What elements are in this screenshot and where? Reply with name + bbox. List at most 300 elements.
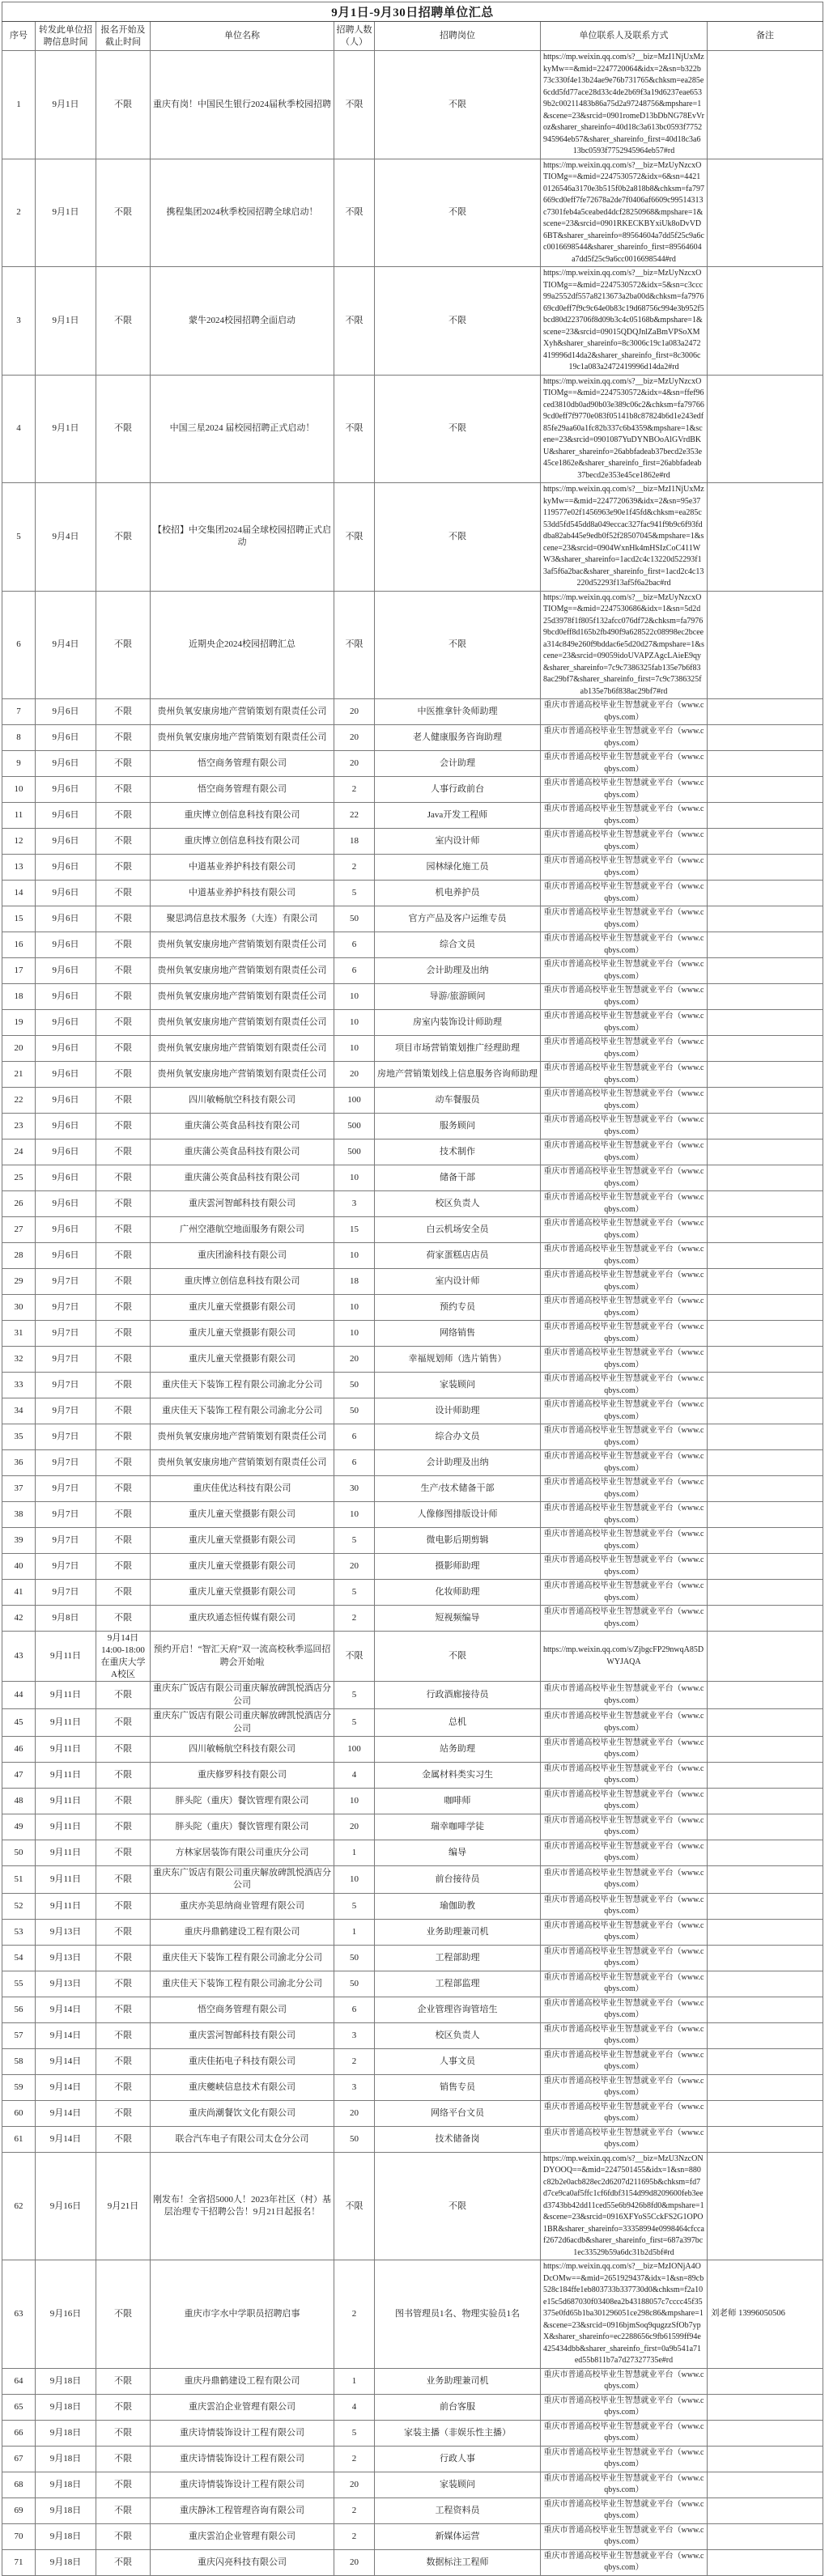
- cell-position: 新媒体运营: [375, 2523, 541, 2549]
- cell-contact: 重庆市普通高校毕业生智慧就业平台（www.cqbys.com）: [541, 1424, 708, 1450]
- column-header-company: 单位名称: [151, 22, 334, 51]
- cell-position: 瑞幸咖啡学徒: [375, 1814, 541, 1840]
- cell-remark: [708, 2152, 823, 2260]
- cell-forward-time: 9月11日: [36, 1788, 96, 1814]
- table-row: [2, 1347, 823, 1373]
- cell-no: 10: [2, 777, 36, 803]
- table-row: [2, 1580, 823, 1606]
- cell-contact: 重庆市普通高校毕业生智慧就业平台（www.cqbys.com）: [541, 1814, 708, 1840]
- cell-position: 园林绿化施工员: [375, 855, 541, 881]
- cell-headcount: 不限: [334, 2152, 375, 2260]
- cell-company: 中道基业养护科技有限公司: [151, 855, 334, 881]
- table-row: [2, 725, 823, 751]
- cell-contact: 重庆市普通高校毕业生智慧就业平台（www.cqbys.com）: [541, 1114, 708, 1139]
- cell-contact: 重庆市普通高校毕业生智慧就业平台（www.cqbys.com）: [541, 1606, 708, 1632]
- cell-forward-time: 9月4日: [36, 591, 96, 699]
- cell-remark: [708, 906, 823, 932]
- cell-reg-time: 9月21日: [96, 2152, 151, 2260]
- cell-headcount: 1: [334, 1840, 375, 1865]
- cell-remark: [708, 1269, 823, 1295]
- cell-reg-time: 不限: [96, 159, 151, 267]
- cell-headcount: 10: [334, 1165, 375, 1191]
- cell-remark: [708, 159, 823, 267]
- cell-remark: [708, 1450, 823, 1476]
- table-row: [2, 1814, 823, 1840]
- cell-reg-time: 不限: [96, 803, 151, 829]
- cell-remark: [708, 1165, 823, 1191]
- cell-headcount: 不限: [334, 267, 375, 376]
- cell-position: 机电养护员: [375, 881, 541, 906]
- cell-company: 重庆佳拓电子科技有限公司: [151, 2048, 334, 2074]
- cell-company: 刚发布！全省招5000人！2023年社区（村）基层治理专干招聘公告！9月21日起报名！: [151, 2152, 334, 2260]
- cell-company: 贵州负氧安康房地产营销策划有限责任公司: [151, 725, 334, 751]
- cell-reg-time: 不限: [96, 2549, 151, 2575]
- cell-contact: 重庆市普通高校毕业生智慧就业平台（www.cqbys.com）: [541, 1139, 708, 1165]
- cell-forward-time: 9月14日: [36, 2126, 96, 2152]
- cell-headcount: 500: [334, 1114, 375, 1139]
- table-row: [2, 777, 823, 803]
- cell-forward-time: 9月6日: [36, 1036, 96, 1062]
- cell-company: 重庆儿童天堂摄影有限公司: [151, 1528, 334, 1554]
- cell-company: 贵州负氧安康房地产营销策划有限责任公司: [151, 1424, 334, 1450]
- table-row: [2, 2074, 823, 2100]
- cell-forward-time: 9月14日: [36, 2100, 96, 2126]
- table-row: [2, 932, 823, 958]
- cell-company: 预约开启！“智汇天府”双一流高校秋季巡回招聘会开始啦: [151, 1632, 334, 1682]
- cell-forward-time: 9月11日: [36, 1709, 96, 1737]
- table-row: [2, 984, 823, 1010]
- cell-contact: 重庆市普通高校毕业生智慧就业平台（www.cqbys.com）: [541, 1295, 708, 1321]
- cell-position: 服务顾问: [375, 1114, 541, 1139]
- cell-contact: 重庆市普通高校毕业生智慧就业平台（www.cqbys.com）: [541, 725, 708, 751]
- cell-no: 50: [2, 1840, 36, 1865]
- cell-forward-time: 9月18日: [36, 2472, 96, 2497]
- cell-company: 【校招】中交集团2024届全球校园招聘正式启动: [151, 483, 334, 592]
- cell-remark: [708, 2472, 823, 2497]
- cell-contact: 重庆市普通高校毕业生智慧就业平台（www.cqbys.com）: [541, 2022, 708, 2048]
- table-row: [2, 2126, 823, 2152]
- cell-forward-time: 9月6日: [36, 932, 96, 958]
- cell-no: 6: [2, 591, 36, 699]
- cell-contact: https://mp.weixin.qq.com/s?__biz=MzU3NzcONDYOOQ==&mid=2247501455&idx=1&sn=880c82b2e0acb828ec2d6207d211695b&chksm=fd7d7ce9ca0af5ffc1cf6fdbf3154d99d8209600feb3eed3743bb42dd11ced55e6b9426b8fd0&mpshare=1&scene=23&srcid=0916XFYoS5CckFS2G1OPO1BR&sharer_shareinfo=33358994e0998464cfccaf2672d6acdb&sharer_shareinfo_first=687a397bc1ec33529b59a6dc31b2d5bf#rd: [541, 2152, 708, 2260]
- table-row: [2, 829, 823, 855]
- cell-remark: [708, 1373, 823, 1398]
- cell-no: 16: [2, 932, 36, 958]
- cell-remark: [708, 1580, 823, 1606]
- cell-headcount: 10: [334, 984, 375, 1010]
- cell-company: 重庆尚潮餐饮文化有限公司: [151, 2100, 334, 2126]
- cell-reg-time: 不限: [96, 2523, 151, 2549]
- cell-company: 聚思鸿信息技术服务（大连）有限公司: [151, 906, 334, 932]
- cell-company: 重庆儿童天堂摄影有限公司: [151, 1502, 334, 1528]
- cell-position: 业务助理兼司机: [375, 1919, 541, 1945]
- table-row: [2, 1945, 823, 1971]
- cell-contact: 重庆市普通高校毕业生智慧就业平台（www.cqbys.com）: [541, 1450, 708, 1476]
- table-row: [2, 1217, 823, 1243]
- cell-reg-time: 不限: [96, 2420, 151, 2446]
- cell-company: 蒙牛2024校园招聘全面启动: [151, 267, 334, 376]
- cell-forward-time: 9月6日: [36, 1114, 96, 1139]
- cell-company: 重庆闪亮科技有限公司: [151, 2549, 334, 2575]
- table-row: [2, 958, 823, 984]
- cell-position: 技术制作: [375, 1139, 541, 1165]
- cell-position: 项目市场营销策划推广经理助理: [375, 1036, 541, 1062]
- table-row: [2, 1269, 823, 1295]
- cell-position: 微电影后期剪辑: [375, 1528, 541, 1554]
- cell-remark: [708, 1971, 823, 1997]
- cell-remark: [708, 725, 823, 751]
- cell-headcount: 20: [334, 2100, 375, 2126]
- cell-headcount: 5: [334, 881, 375, 906]
- cell-reg-time: 不限: [96, 1814, 151, 1840]
- cell-company: 携程集团2024秋季校园招聘全球启动！: [151, 159, 334, 267]
- cell-contact: 重庆市普通高校毕业生智慧就业平台（www.cqbys.com）: [541, 1476, 708, 1502]
- cell-reg-time: 不限: [96, 777, 151, 803]
- cell-company: 重庆佳天下装饰工程有限公司渝北分公司: [151, 1398, 334, 1424]
- cell-no: 40: [2, 1554, 36, 1580]
- cell-no: 47: [2, 1762, 36, 1788]
- cell-reg-time: 不限: [96, 1762, 151, 1788]
- cell-headcount: 20: [334, 1347, 375, 1373]
- cell-remark: [708, 1682, 823, 1709]
- cell-reg-time: 不限: [96, 725, 151, 751]
- cell-forward-time: 9月8日: [36, 1606, 96, 1632]
- cell-reg-time: 不限: [96, 2446, 151, 2472]
- cell-company: 重庆诗情装饰设计工程有限公司: [151, 2472, 334, 2497]
- cell-forward-time: 9月6日: [36, 1217, 96, 1243]
- cell-reg-time: 不限: [96, 1502, 151, 1528]
- cell-remark: [708, 1139, 823, 1165]
- table-row: [2, 2523, 823, 2549]
- recruitment-summary-sheet: [2, 2, 823, 2576]
- cell-no: 30: [2, 1295, 36, 1321]
- cell-headcount: 50: [334, 906, 375, 932]
- cell-position: 生产/技术储备干部: [375, 1476, 541, 1502]
- cell-reg-time: 不限: [96, 906, 151, 932]
- cell-company: 中国三星2024 届校园招聘正式启动！: [151, 375, 334, 483]
- cell-contact: 重庆市普通高校毕业生智慧就业平台（www.cqbys.com）: [541, 2497, 708, 2523]
- table-row: [2, 1450, 823, 1476]
- cell-company: 贵州负氧安康房地产营销策划有限责任公司: [151, 984, 334, 1010]
- cell-reg-time: 不限: [96, 1476, 151, 1502]
- cell-headcount: 5: [334, 1709, 375, 1737]
- cell-no: 8: [2, 725, 36, 751]
- cell-position: 校区负责人: [375, 1191, 541, 1217]
- table-row: [2, 1632, 823, 1682]
- cell-headcount: 500: [334, 1139, 375, 1165]
- cell-contact: 重庆市普通高校毕业生智慧就业平台（www.cqbys.com）: [541, 1088, 708, 1114]
- cell-headcount: 50: [334, 2126, 375, 2152]
- cell-contact: 重庆市普通高校毕业生智慧就业平台（www.cqbys.com）: [541, 1010, 708, 1036]
- cell-no: 56: [2, 1997, 36, 2022]
- cell-headcount: 2: [334, 2497, 375, 2523]
- cell-no: 29: [2, 1269, 36, 1295]
- cell-forward-time: 9月18日: [36, 2368, 96, 2394]
- cell-reg-time: 不限: [96, 1062, 151, 1088]
- cell-forward-time: 9月7日: [36, 1450, 96, 1476]
- table-row: [2, 2472, 823, 2497]
- cell-position: 中医推拿针灸师助理: [375, 699, 541, 725]
- cell-company: 贵州负氧安康房地产营销策划有限责任公司: [151, 699, 334, 725]
- cell-forward-time: 9月11日: [36, 1736, 96, 1762]
- cell-remark: [708, 1709, 823, 1737]
- cell-company: 重庆雲河智邮科技有限公司: [151, 2022, 334, 2048]
- cell-reg-time: 不限: [96, 1295, 151, 1321]
- table-row: [2, 2100, 823, 2126]
- cell-forward-time: 9月16日: [36, 2152, 96, 2260]
- cell-headcount: 18: [334, 1269, 375, 1295]
- cell-company: 四川敏畅航空科技有限公司: [151, 1088, 334, 1114]
- cell-contact: 重庆市普通高校毕业生智慧就业平台（www.cqbys.com）: [541, 1709, 708, 1737]
- cell-company: 胖头陀（重庆）餐饮管理有限公司: [151, 1814, 334, 1840]
- cell-company: 中道基业养护科技有限公司: [151, 881, 334, 906]
- cell-contact: https://mp.weixin.qq.com/s?__biz=MzI1NjUxMzkyMw==&mid=2247720064&idx=2&sn=b322b73c330f4e13b24ae9e76b731765&chksm=ea285e6cdd5fd77ace28d33c4de2b69f3a19d6237eae6539b2c00211483b86a75d2a97248756&mpshare=1&scene=23&srcid=0901romeD13bDbNG78EvVroz&sharer_shareinfo=40d18c3a613bc0593f7752945964eb57&sharer_shareinfo_first=40d18c3a613bc0593f7752945964eb57#rd: [541, 51, 708, 159]
- recruitment-table: [2, 2, 823, 2576]
- cell-forward-time: 9月6日: [36, 1088, 96, 1114]
- page-title: 9月1日-9月30日招聘单位汇总: [2, 2, 823, 22]
- cell-remark: [708, 1062, 823, 1088]
- cell-forward-time: 9月6日: [36, 699, 96, 725]
- cell-company: 方林家居装饰有限公司重庆分公司: [151, 1840, 334, 1865]
- cell-remark: 刘老师 13996050506: [708, 2260, 823, 2369]
- cell-remark: [708, 932, 823, 958]
- table-row: [2, 1971, 823, 1997]
- cell-forward-time: 9月7日: [36, 1580, 96, 1606]
- table-row: [2, 1554, 823, 1580]
- cell-remark: [708, 1010, 823, 1036]
- cell-contact: 重庆市普通高校毕业生智慧就业平台（www.cqbys.com）: [541, 1191, 708, 1217]
- cell-forward-time: 9月6日: [36, 777, 96, 803]
- table-row: [2, 2497, 823, 2523]
- cell-company: 贵州负氧安康房地产营销策划有限责任公司: [151, 1062, 334, 1088]
- cell-position: 工程部助理: [375, 1945, 541, 1971]
- cell-company: 重庆蒲公英食品科技有限公司: [151, 1165, 334, 1191]
- cell-forward-time: 9月6日: [36, 803, 96, 829]
- table-row: [2, 803, 823, 829]
- table-row: [2, 1997, 823, 2022]
- cell-position: 站务助理: [375, 1736, 541, 1762]
- table-row: [2, 1398, 823, 1424]
- table-row: [2, 1373, 823, 1398]
- cell-remark: [708, 2074, 823, 2100]
- cell-company: 重庆静沐工程管理咨询有限公司: [151, 2497, 334, 2523]
- cell-no: 33: [2, 1373, 36, 1398]
- cell-no: 39: [2, 1528, 36, 1554]
- cell-headcount: 4: [334, 2394, 375, 2420]
- table-row: [2, 906, 823, 932]
- cell-company: 重庆儿童天堂摄影有限公司: [151, 1347, 334, 1373]
- cell-position: 不限: [375, 2152, 541, 2260]
- cell-remark: [708, 591, 823, 699]
- cell-contact: 重庆市普通高校毕业生智慧就业平台（www.cqbys.com）: [541, 803, 708, 829]
- cell-reg-time: 不限: [96, 1893, 151, 1919]
- cell-position: 图书管理员1名、物理实验员1名: [375, 2260, 541, 2369]
- cell-reg-time: 不限: [96, 1165, 151, 1191]
- cell-headcount: 20: [334, 699, 375, 725]
- cell-forward-time: 9月11日: [36, 1814, 96, 1840]
- cell-no: 69: [2, 2497, 36, 2523]
- cell-position: 导游/旅游顾问: [375, 984, 541, 1010]
- cell-no: 58: [2, 2048, 36, 2074]
- cell-reg-time: 不限: [96, 2497, 151, 2523]
- cell-position: 预约专员: [375, 1295, 541, 1321]
- cell-contact: https://mp.weixin.qq.com/s?__biz=MzUyNzcxOTIOMg==&mid=2247530572&idx=4&sn=ffef96ced3810db0ad90b03e389c06c2&chksm=fa797669cd0eff7f9770e083f05141b8c87824b6d1e243edf85fe29aa60a1fc82b337c6b4359&mpshare=1&scene=23&srcid=0901087YuDYNBOoAlGVrdBKU&sharer_shareinfo=26abbfadeab37becd2e353e45ce1862e&sharer_shareinfo_first=26abbfadeab37becd2e353e45ce1862e#rd: [541, 375, 708, 483]
- cell-contact: 重庆市普通高校毕业生智慧就业平台（www.cqbys.com）: [541, 1840, 708, 1865]
- cell-forward-time: 9月7日: [36, 1269, 96, 1295]
- cell-no: 22: [2, 1088, 36, 1114]
- cell-position: 房室内装饰设计师助理: [375, 1010, 541, 1036]
- cell-headcount: 10: [334, 1010, 375, 1036]
- cell-forward-time: 9月18日: [36, 2446, 96, 2472]
- cell-headcount: 2: [334, 1606, 375, 1632]
- cell-reg-time: 不限: [96, 829, 151, 855]
- cell-reg-time: 不限: [96, 2100, 151, 2126]
- cell-position: 企业管理咨询管培生: [375, 1997, 541, 2022]
- cell-reg-time: 不限: [96, 1450, 151, 1476]
- cell-position: 设计师助理: [375, 1398, 541, 1424]
- cell-remark: [708, 1554, 823, 1580]
- cell-contact: 重庆市普通高校毕业生智慧就业平台（www.cqbys.com）: [541, 1997, 708, 2022]
- table-row: [2, 2260, 823, 2369]
- cell-company: 重庆儿童天堂摄影有限公司: [151, 1295, 334, 1321]
- cell-no: 64: [2, 2368, 36, 2394]
- cell-reg-time: 不限: [96, 1528, 151, 1554]
- cell-reg-time: 不限: [96, 1243, 151, 1269]
- cell-forward-time: 9月1日: [36, 375, 96, 483]
- cell-no: 42: [2, 1606, 36, 1632]
- column-header-forward-time: 转发此单位招聘信息时间: [36, 22, 96, 51]
- cell-remark: [708, 1191, 823, 1217]
- table-row: [2, 1528, 823, 1554]
- cell-position: 瑜伽助教: [375, 1893, 541, 1919]
- cell-forward-time: 9月7日: [36, 1398, 96, 1424]
- cell-contact: 重庆市普通高校毕业生智慧就业平台（www.cqbys.com）: [541, 958, 708, 984]
- cell-remark: [708, 699, 823, 725]
- cell-reg-time: 不限: [96, 2074, 151, 2100]
- cell-remark: [708, 1347, 823, 1373]
- cell-contact: 重庆市普通高校毕业生智慧就业平台（www.cqbys.com）: [541, 881, 708, 906]
- cell-position: 人像修图排版设计师: [375, 1502, 541, 1528]
- cell-position: 工程部监理: [375, 1971, 541, 1997]
- cell-remark: [708, 2048, 823, 2074]
- cell-position: 会计助理及出纳: [375, 958, 541, 984]
- cell-headcount: 不限: [334, 159, 375, 267]
- cell-contact: 重庆市普通高校毕业生智慧就业平台（www.cqbys.com）: [541, 2048, 708, 2074]
- cell-headcount: 10: [334, 1243, 375, 1269]
- table-row: [2, 1762, 823, 1788]
- cell-company: 重庆有岗！中国民生银行2024届秋季校园招聘: [151, 51, 334, 159]
- table-row: [2, 375, 823, 483]
- cell-remark: [708, 1398, 823, 1424]
- cell-remark: [708, 483, 823, 592]
- cell-contact: 重庆市普通高校毕业生智慧就业平台（www.cqbys.com）: [541, 2126, 708, 2152]
- cell-company: 联合汽车电子有限公司太仓分公司: [151, 2126, 334, 2152]
- cell-company: 重庆市字水中学职员招聘启事: [151, 2260, 334, 2369]
- cell-company: 重庆佳优达科技有限公司: [151, 1476, 334, 1502]
- table-row: [2, 1243, 823, 1269]
- cell-no: 15: [2, 906, 36, 932]
- table-row: [2, 2152, 823, 2260]
- cell-company: 重庆诗情装饰设计工程有限公司: [151, 2420, 334, 2446]
- cell-reg-time: 不限: [96, 1919, 151, 1945]
- cell-remark: [708, 1424, 823, 1450]
- cell-headcount: 不限: [334, 1632, 375, 1682]
- cell-forward-time: 9月1日: [36, 51, 96, 159]
- cell-company: 近期央企2024校园招聘汇总: [151, 591, 334, 699]
- cell-forward-time: 9月14日: [36, 2048, 96, 2074]
- cell-remark: [708, 1502, 823, 1528]
- table-row: [2, 159, 823, 267]
- cell-position: 摄影师助理: [375, 1554, 541, 1580]
- cell-company: 重庆丹鼎鹤建设工程有限公司: [151, 2368, 334, 2394]
- cell-no: 26: [2, 1191, 36, 1217]
- cell-position: 不限: [375, 267, 541, 376]
- table-row: [2, 1682, 823, 1709]
- cell-contact: 重庆市普通高校毕业生智慧就业平台（www.cqbys.com）: [541, 829, 708, 855]
- cell-remark: [708, 1997, 823, 2022]
- cell-no: 46: [2, 1736, 36, 1762]
- cell-reg-time: 不限: [96, 1606, 151, 1632]
- cell-forward-time: 9月6日: [36, 906, 96, 932]
- cell-contact: 重庆市普通高校毕业生智慧就业平台（www.cqbys.com）: [541, 855, 708, 881]
- table-row: [2, 1424, 823, 1450]
- cell-company: 四川敏畅航空科技有限公司: [151, 1736, 334, 1762]
- cell-headcount: 10: [334, 1788, 375, 1814]
- cell-contact: 重庆市普通高校毕业生智慧就业平台（www.cqbys.com）: [541, 1165, 708, 1191]
- cell-forward-time: 9月4日: [36, 483, 96, 592]
- cell-contact: 重庆市普通高校毕业生智慧就业平台（www.cqbys.com）: [541, 2100, 708, 2126]
- cell-headcount: 22: [334, 803, 375, 829]
- cell-no: 43: [2, 1632, 36, 1682]
- cell-forward-time: 9月6日: [36, 725, 96, 751]
- cell-no: 9: [2, 751, 36, 777]
- cell-company: 广州空港航空地面服务有限公司: [151, 1217, 334, 1243]
- cell-company: 重庆丹鼎鹤建设工程有限公司: [151, 1919, 334, 1945]
- cell-forward-time: 9月7日: [36, 1321, 96, 1347]
- table-row: [2, 1088, 823, 1114]
- cell-headcount: 2: [334, 855, 375, 881]
- cell-remark: [708, 2523, 823, 2549]
- cell-headcount: 10: [334, 1036, 375, 1062]
- cell-contact: 重庆市普通高校毕业生智慧就业平台（www.cqbys.com）: [541, 1036, 708, 1062]
- cell-headcount: 不限: [334, 375, 375, 483]
- table-row: [2, 1788, 823, 1814]
- table-row: [2, 855, 823, 881]
- cell-position: 前台接待员: [375, 1865, 541, 1893]
- cell-headcount: 20: [334, 751, 375, 777]
- cell-reg-time: 不限: [96, 881, 151, 906]
- cell-reg-time: 不限: [96, 1036, 151, 1062]
- column-header-position: 招聘岗位: [375, 22, 541, 51]
- cell-company: 重庆夔峡信息技术有限公司: [151, 2074, 334, 2100]
- cell-reg-time: 不限: [96, 2368, 151, 2394]
- cell-forward-time: 9月13日: [36, 1945, 96, 1971]
- cell-headcount: 30: [334, 1476, 375, 1502]
- table-row: [2, 1139, 823, 1165]
- cell-contact: 重庆市普通高校毕业生智慧就业平台（www.cqbys.com）: [541, 1062, 708, 1088]
- cell-headcount: 10: [334, 1502, 375, 1528]
- cell-contact: 重庆市普通高校毕业生智慧就业平台（www.cqbys.com）: [541, 1321, 708, 1347]
- cell-no: 62: [2, 2152, 36, 2260]
- cell-forward-time: 9月11日: [36, 1893, 96, 1919]
- cell-position: 前台客服: [375, 2394, 541, 2420]
- cell-remark: [708, 1632, 823, 1682]
- table-row: [2, 1919, 823, 1945]
- cell-remark: [708, 1321, 823, 1347]
- cell-remark: [708, 2368, 823, 2394]
- cell-company: 重庆亦美思纳商业管理有限公司: [151, 1893, 334, 1919]
- cell-position: 行政人事: [375, 2446, 541, 2472]
